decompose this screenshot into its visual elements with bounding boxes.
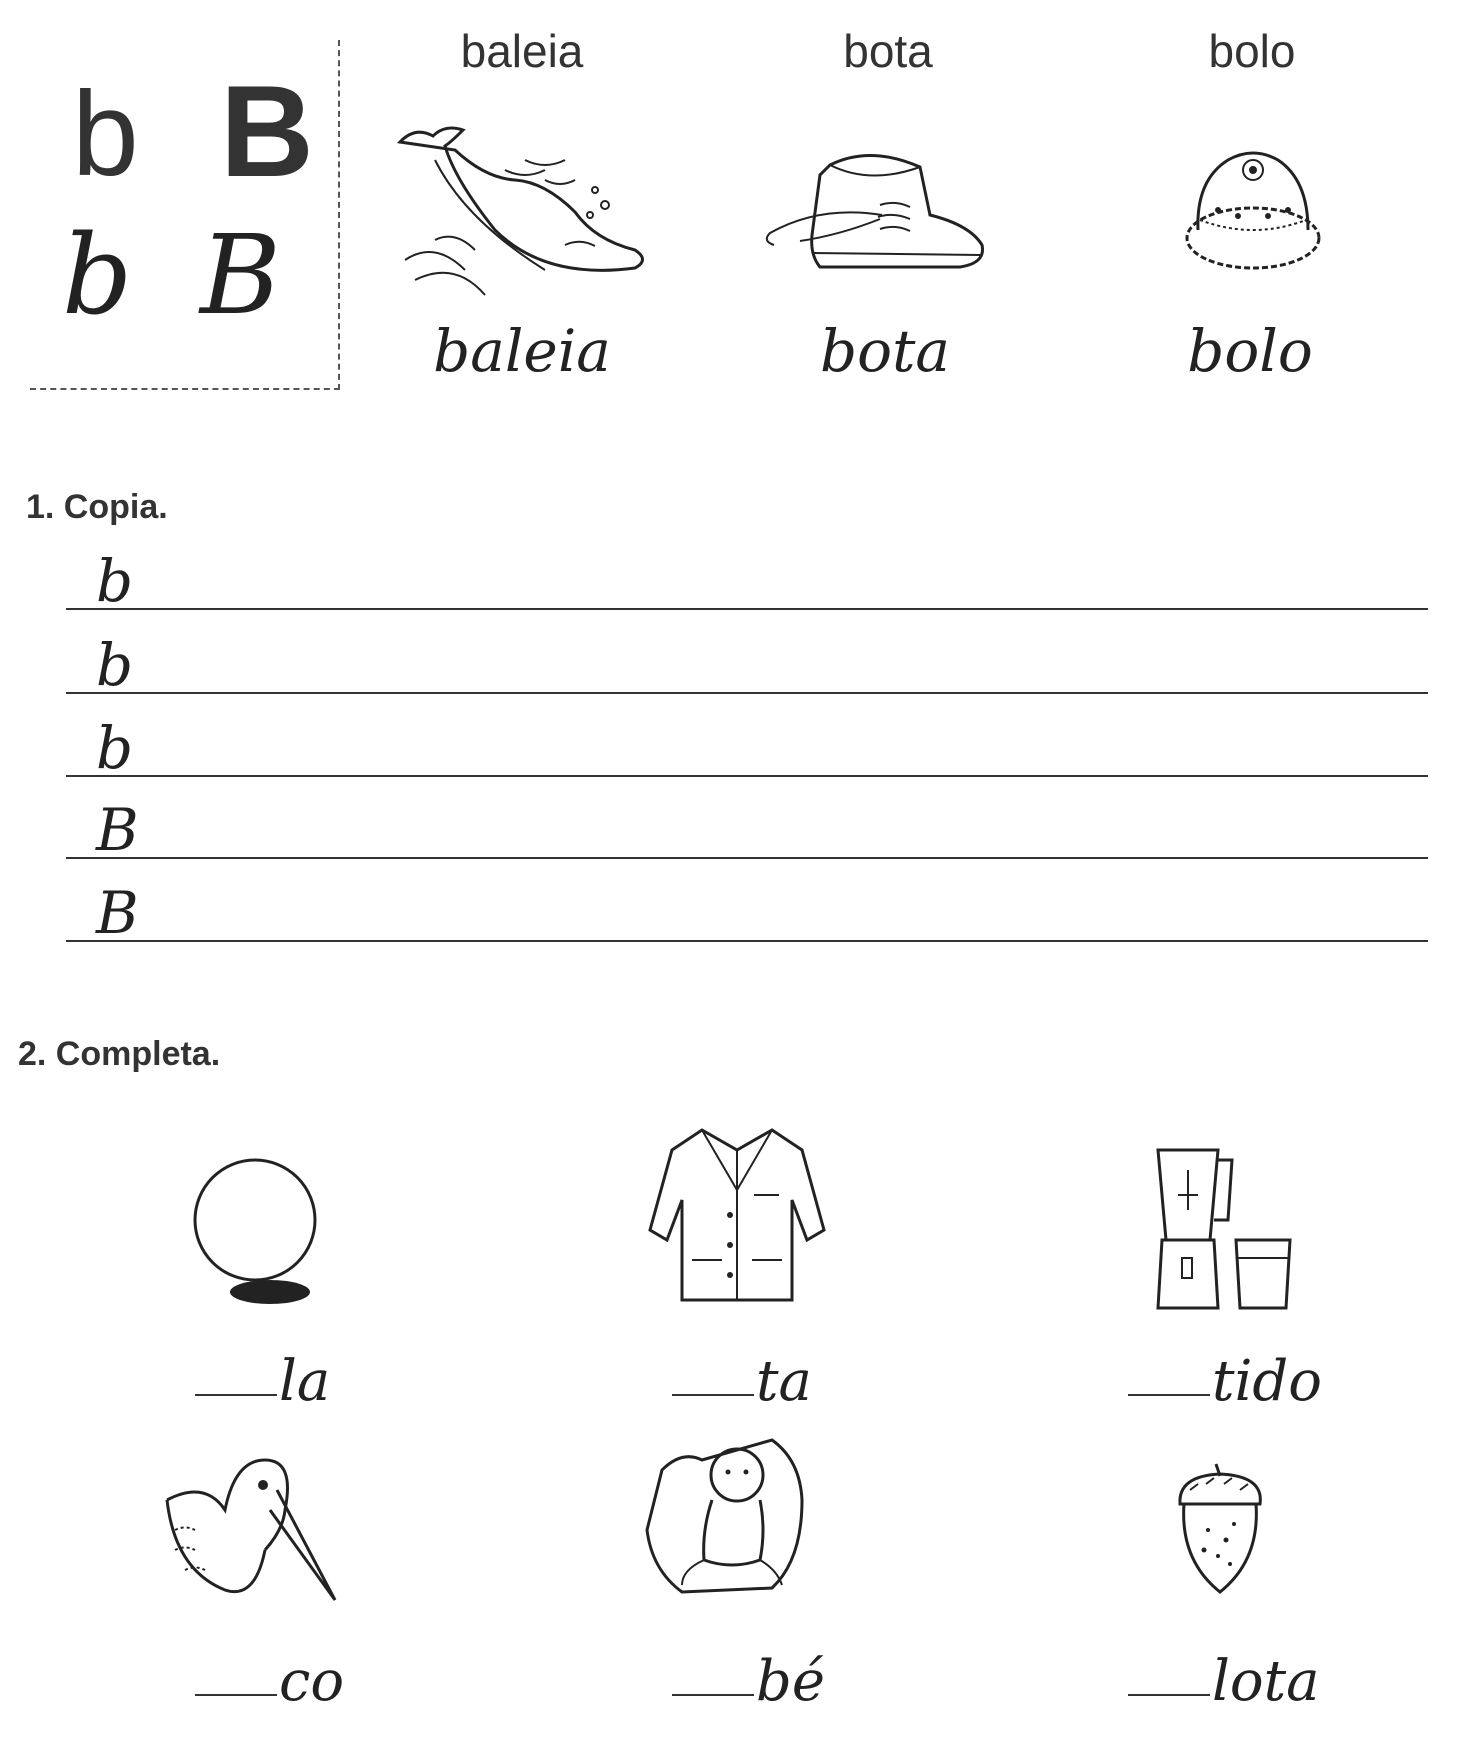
word-suffix: la <box>279 1349 331 1414</box>
acorn-icon <box>1168 1460 1278 1600</box>
copy-model-letter: b <box>96 547 134 615</box>
word-suffix: tido <box>1212 1349 1322 1414</box>
answer-row <box>1128 1340 1322 1414</box>
complete-item-acorn <box>1098 1420 1418 1714</box>
copy-line-2[interactable] <box>66 612 1428 699</box>
coat-icon <box>642 1120 832 1310</box>
word-print-bota: bota <box>843 25 933 77</box>
ball-icon <box>190 1150 330 1310</box>
answer-row <box>672 1640 825 1714</box>
copy-line-3[interactable] <box>66 695 1428 782</box>
answer-blank[interactable] <box>1128 1394 1210 1396</box>
copy-line-1[interactable] <box>66 528 1428 615</box>
word-cursive-bota: bota <box>820 317 950 385</box>
answer-blank[interactable] <box>195 1694 277 1696</box>
print-uppercase-b: B <box>220 58 314 204</box>
baby-icon <box>642 1420 812 1600</box>
complete-item-blender <box>1098 1120 1418 1414</box>
copy-line-5[interactable] <box>66 860 1428 947</box>
answer-blank[interactable] <box>195 1394 277 1396</box>
word-cursive-baleia: baleia <box>433 317 611 385</box>
answer-row <box>195 1640 345 1714</box>
letter-box <box>30 40 340 390</box>
word-suffix: lota <box>1212 1649 1320 1714</box>
copy-line-4[interactable] <box>66 777 1428 864</box>
print-lowercase-b: b <box>72 67 139 201</box>
complete-item-stork <box>165 1420 485 1714</box>
cake-icon <box>1178 140 1328 280</box>
word-cursive-bolo: bolo <box>1187 317 1313 385</box>
complete-item-baby <box>642 1420 962 1714</box>
answer-blank[interactable] <box>672 1694 754 1696</box>
stork-icon <box>165 1440 345 1620</box>
exercise-2-title: 2. Completa. <box>18 1035 221 1073</box>
boot-icon <box>760 145 1000 285</box>
copy-model-letter: b <box>96 631 134 699</box>
word-suffix: bé <box>756 1649 825 1714</box>
answer-blank[interactable] <box>672 1394 754 1396</box>
blender-icon <box>1148 1140 1308 1320</box>
word-suffix: co <box>279 1649 345 1714</box>
copy-model-letter: b <box>96 714 134 782</box>
word-print-bolo: bolo <box>1208 25 1296 77</box>
word-suffix: ta <box>756 1349 812 1414</box>
complete-item-ball <box>165 1120 485 1414</box>
cursive-lowercase-b: b <box>62 211 133 339</box>
word-print-baleia: baleia <box>460 25 584 77</box>
answer-row <box>1128 1640 1320 1714</box>
whale-icon <box>395 120 655 305</box>
exercise-1-title: 1. Copia. <box>26 488 168 526</box>
cursive-uppercase-b: B <box>200 211 281 339</box>
copy-model-letter: B <box>96 879 139 947</box>
answer-row <box>672 1340 812 1414</box>
copy-model-letter: B <box>96 796 139 864</box>
answer-blank[interactable] <box>1128 1694 1210 1696</box>
complete-item-coat <box>642 1120 962 1414</box>
answer-row <box>195 1340 331 1414</box>
